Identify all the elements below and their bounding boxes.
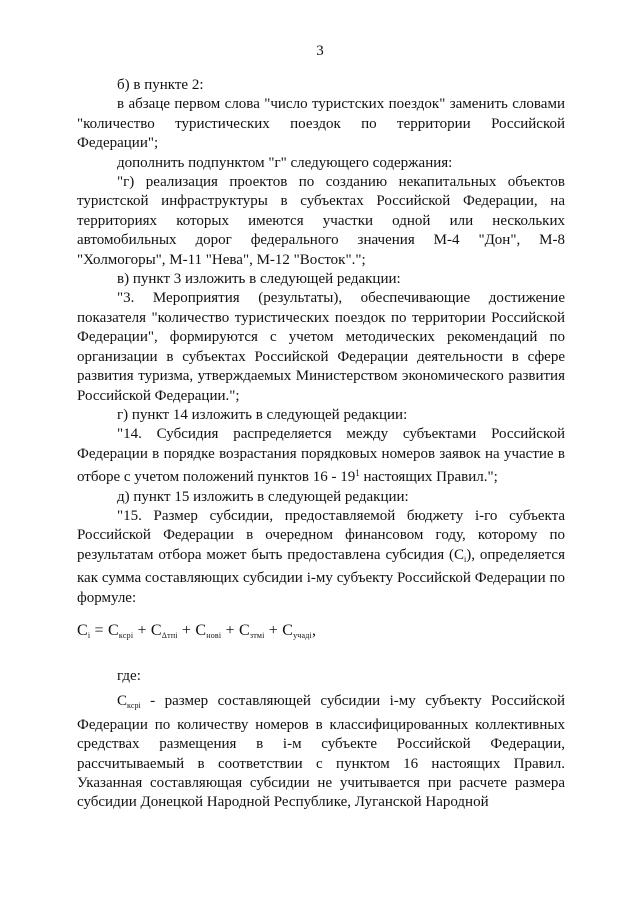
- formula-plus-4: +: [264, 621, 283, 639]
- formula-term-3: С: [195, 621, 207, 639]
- document-body: [77, 76, 565, 813]
- formula-lhs-sub: i: [87, 630, 91, 640]
- p15-subscript: i: [464, 554, 467, 564]
- formula-term-1-sub: кcрi: [118, 630, 134, 640]
- paragraph-v: в) пункт 3 изложить в следующей редакции:: [117, 271, 401, 288]
- formula-term-2: С: [150, 621, 162, 639]
- page-number: 3: [316, 43, 324, 59]
- formula-term-5: С: [282, 621, 294, 639]
- ckcri-sym: С: [117, 693, 128, 710]
- formula-term-3-sub: новi: [206, 630, 222, 640]
- formula-term-4-sub: зтмi: [249, 630, 265, 640]
- p15-text-after: ), определяется как сумма составляющих субсидии i-му субъекту Российской Федерации по формуле:: [77, 546, 565, 606]
- formula-plus-3: +: [221, 621, 239, 639]
- subsidy-formula: [77, 620, 565, 647]
- p14-text-after: настоящих Правил.";: [359, 469, 498, 486]
- paragraph-point-15: [77, 507, 565, 608]
- paragraph-g: г) пункт 14 изложить в следующей редакции:: [117, 406, 408, 423]
- paragraph-b-add: дополнить подпунктом "г" следующего содержания:: [117, 154, 453, 171]
- paragraph-b-abzac: в абзаце первом слова "число туристских поездок" заменить словами "количество туристических поездок по территории Российской Федерации";: [77, 96, 565, 152]
- where-label: где:: [117, 667, 141, 684]
- paragraph-g-subpoint: "г) реализация проектов по созданию некапитальных объектов туристской инфраструктуры в субъектах Российской Федерации, на территориях которых имеются участки одной или нескольких автомобильных дорог федерального значения М-4 "Дон", М-8 "Холмогоры", М-11 "Нева", М-12 "Восток".";: [77, 174, 565, 268]
- paragraph-b: б) в пункте 2:: [117, 77, 204, 93]
- ckcri-text: - размер составляющей субсидии i-му субъекту Российской Федерации по количеству номеров в классифицированных коллективных средствах размещения в i-м субъекте Российской Федерации, рассчитываемый в соответствии с пунктом 16 настоящих Правил. Указанная составляющая субсидии не учитывается при расчете размера субсидии Донецкой Народной Республике, Луганской Народной: [77, 693, 565, 811]
- p15-text-before: "15. Размер субсидии, предоставляемой бюджету i-го субъекта Российской Федерации в очередном финансовом году, которому по результатам отбора может быть предоставлена субсидия (С: [77, 507, 565, 563]
- p14-text-before: "14. Субсидия распределяется между субъектами Российской Федерации в порядке возрастания порядковых номеров заявок на участие в отборе с учетом положений пунктов 16 - 19: [77, 426, 565, 486]
- ckcri-sub: кcрi: [127, 701, 141, 711]
- formula-plus-2: +: [177, 621, 196, 639]
- formula-term-5-sub: учадi: [293, 630, 312, 640]
- formula-plus-1: +: [133, 621, 151, 639]
- formula-lhs: С: [77, 621, 88, 639]
- ckcri-symbol: [117, 693, 141, 709]
- paragraph-ckcri-definition: [77, 692, 565, 812]
- p14-superscript: 1: [355, 468, 360, 479]
- paragraph-d: д) пункт 15 изложить в следующей редакции:: [117, 488, 409, 505]
- formula-term-2-sub: Δтпi: [161, 630, 178, 640]
- formula-equals: =: [90, 621, 108, 639]
- formula-term-4: С: [238, 621, 250, 639]
- paragraph-point-3: "3. Мероприятия (результаты), обеспечивающие достижение показателя "количество туристических поездок по территории Российской Федерации", формируются с учетом методических рекомендаций по организации в субъектах Российской Федерации деятельности в сфере развития туризма, утверждаемых Министерством экономического развития Российской Федерации.";: [77, 290, 565, 404]
- formula-comma: ,: [311, 621, 317, 639]
- paragraph-point-14: [77, 425, 565, 487]
- formula-term-1: С: [107, 621, 119, 639]
